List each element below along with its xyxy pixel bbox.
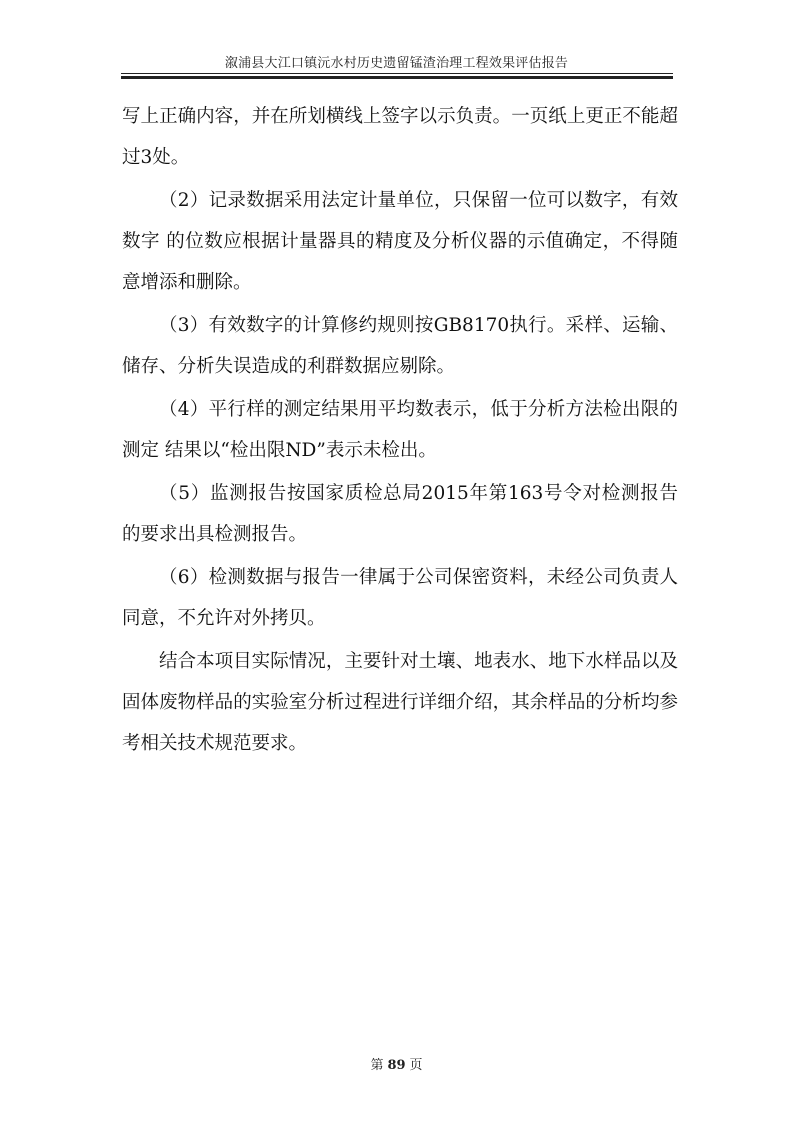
header-title: 溆浦县大江口镇沅水村历史遗留锰渣治理工程效果评估报告 [224,56,569,71]
page-number: 89 [387,1058,406,1073]
body-text [122,96,678,766]
paragraph-item-6: （6）检测数据与报告一律属于公司保密资料，未经公司负责人同意，不允许对外拷贝。 [122,567,678,629]
paragraph-item-2: （2）记录数据采用法定计量单位，只保留一位可以数字，有效数字 的位数应根据计量器具的精度及分析仪器的示值确定，不得随意增添和删除。 [122,190,678,293]
paragraph-item-4: （4）平行样的测定结果用平均数表示，低于分析方法检出限的测定 结果以“检出限ND”表示未检出。 [122,399,678,461]
header-rule-thick [121,76,673,79]
paragraph-item-5: （5）监测报告按国家质检总局2015年第163号令对检测报告的要求出具检测报告。 [122,483,678,545]
paragraph-summary: 结合本项目实际情况，主要针对土壤、地表水、地下水样品以及固体废物样品的实验室分析过程进行详细介绍，其余样品的分析均参考相关技术规范要求。 [122,651,678,754]
footer-suffix: 页 [409,1058,423,1073]
footer-prefix: 第 [370,1058,384,1073]
paragraph-continuation: 写上正确内容，并在所划横线上签字以示负责。一页纸上更正不能超过3处。 [122,106,678,168]
header-rule-thin [121,73,673,74]
page-footer [0,1054,793,1073]
paragraph-item-3: （3）有效数字的计算修约规则按GB8170执行。采样、运输、储存、分析失误造成的利群数据应剔除。 [122,315,678,377]
